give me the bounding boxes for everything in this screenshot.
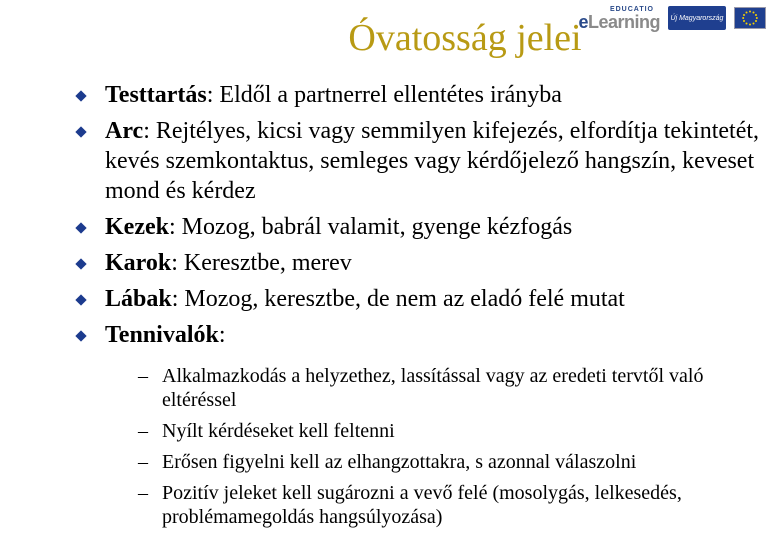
bullet-item xyxy=(105,116,780,206)
sub-bullet-item xyxy=(138,364,777,412)
elearning-logo-rest: Learning xyxy=(587,11,660,32)
sub-bullet-item xyxy=(138,419,777,443)
educatio-logo-text: EDUCATIO xyxy=(609,5,654,13)
bullet-item xyxy=(105,248,780,278)
diamond-bullet-icon xyxy=(75,258,86,269)
bullet-item xyxy=(105,284,780,314)
bullet-item xyxy=(105,320,780,350)
sub-bullet-text: Pozitív jeleket kell sugározni a vevő felé (mosolygás, lelkesedés, problémamegoldás hangsúlyozása) xyxy=(162,482,682,528)
bullet-item xyxy=(105,212,780,242)
elearning-logo-e: e xyxy=(578,11,588,32)
diamond-bullet-icon xyxy=(75,222,86,233)
sub-bullet-list xyxy=(138,364,777,536)
bullet-label: Karok xyxy=(105,250,172,276)
bullet-text: : Keresztbe, merev xyxy=(171,250,352,276)
diamond-bullet-icon xyxy=(75,90,86,101)
bullet-text: : Eldől a partnerrel ellentétes irányba xyxy=(206,82,562,108)
sub-bullet-text: Erősen figyelni kell az elhangzottakra, s azonnal válaszolni xyxy=(162,451,637,473)
bullet-text: : xyxy=(218,322,226,348)
bullet-label: Lábak xyxy=(105,286,172,312)
dash-marker: – xyxy=(138,482,148,504)
dash-marker: – xyxy=(138,365,148,387)
sub-bullet-item xyxy=(138,481,777,529)
bullet-label: Arc xyxy=(105,118,144,144)
dash-marker: – xyxy=(138,451,148,473)
bullet-text: : Rejtélyes, kicsi vagy semmilyen kifejezés, elfordítja tekintetét, kevés szemkontaktus, semleges vagy kérdőjelező hangszín, keveset mond és kérdez xyxy=(105,118,760,204)
bullet-text: : Mozog, babrál valamit, gyenge kézfogás xyxy=(168,214,573,240)
sub-bullet-item xyxy=(138,450,777,474)
sub-bullet-text: Nyílt kérdéseket kell feltenni xyxy=(162,420,395,442)
bullet-item xyxy=(105,80,780,110)
diamond-bullet-icon xyxy=(75,294,86,305)
sub-bullet-text: Alkalmazkodás a helyzethez, lassítással vagy az eredeti tervtől való eltéréssel xyxy=(162,365,704,411)
dash-marker: – xyxy=(138,420,148,442)
diamond-bullet-icon xyxy=(75,330,86,341)
bullet-label: Kezek xyxy=(105,214,169,240)
diamond-bullet-icon xyxy=(75,126,86,137)
bullet-label: Testtartás xyxy=(105,82,207,108)
bullet-text: : Mozog, keresztbe, de nem az eladó felé mutat xyxy=(171,286,625,312)
bullet-label: Tennivalók xyxy=(105,322,219,348)
slide-title: Óvatosság jelei xyxy=(348,17,582,59)
bullet-list xyxy=(105,80,780,356)
uj-magyarorszag-logo-text: Új Magyarország xyxy=(670,14,724,22)
